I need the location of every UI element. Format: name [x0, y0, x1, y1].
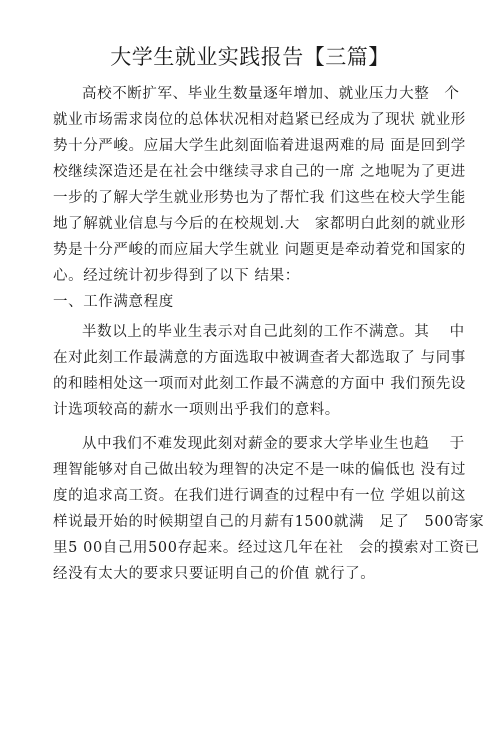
- paragraph-line: 高校不断扩军、毕业生数量逐年增加、就业压力大整 个: [82, 86, 460, 102]
- paragraph-line: 经没有太大的要求只要证明自己的价值 就行了。: [53, 566, 376, 582]
- document-title: 大学生就业实践报告【三篇】: [110, 45, 390, 69]
- paragraph-line: 里5 00自己用500存起来。经过这几年在社 会的摸索对工资已: [53, 540, 480, 556]
- paragraph-line: 的和睦相处这一项而对此刻工作最不满意的方面中 我们预先设: [53, 376, 466, 392]
- paragraph-line: 样说最开始的时候期望自己的月薪有1500就满 足了 500寄家: [53, 514, 485, 530]
- paragraph-line: 就业市场需求岗位的总体状况相对趋紧已经成为了现状 就业形: [53, 112, 466, 128]
- paragraph-line: 校继续深造还是在社会中继续寻求自己的一席 之地呢为了更进: [53, 164, 466, 180]
- paragraph-line: 度的追求高工资。在我们进行调查的过程中有一位 学姐以前这: [53, 488, 466, 504]
- paragraph-line: 势是十分严峻的而应届大学生就业 问题更是牵动着党和国家的: [53, 242, 466, 258]
- paragraph-line: 半数以上的毕业生表示对自己此刻的工作不满意。其 中: [82, 324, 465, 340]
- paragraph-line: 计选项较高的薪水一项则出乎我们的意料。: [53, 402, 340, 418]
- section-heading: 一、工作满意程度: [53, 294, 174, 310]
- paragraph-line: 从中我们不难发现此刻对薪金的要求大学毕业生也趋 于: [82, 436, 465, 452]
- paragraph-line: 在对此刻工作最满意的方面选取中被调查者大都选取了 与同事: [53, 350, 466, 366]
- paragraph-line: 地了解就业信息与今后的在校规划.大 家都明白此刻的就业形: [53, 216, 466, 232]
- paragraph-line: 一步的了解大学生就业形势也为了帮忙我 们这些在校大学生能: [53, 190, 466, 206]
- paragraph-line: 势十分严峻。应届大学生此刻面临着进退两难的局 面是回到学: [53, 138, 466, 154]
- paragraph-line: 心。经过统计初步得到了以下 结果：: [53, 268, 300, 284]
- paragraph-line: 理智能够对自己做出较为理智的决定不是一味的偏低也 没有过: [53, 462, 466, 478]
